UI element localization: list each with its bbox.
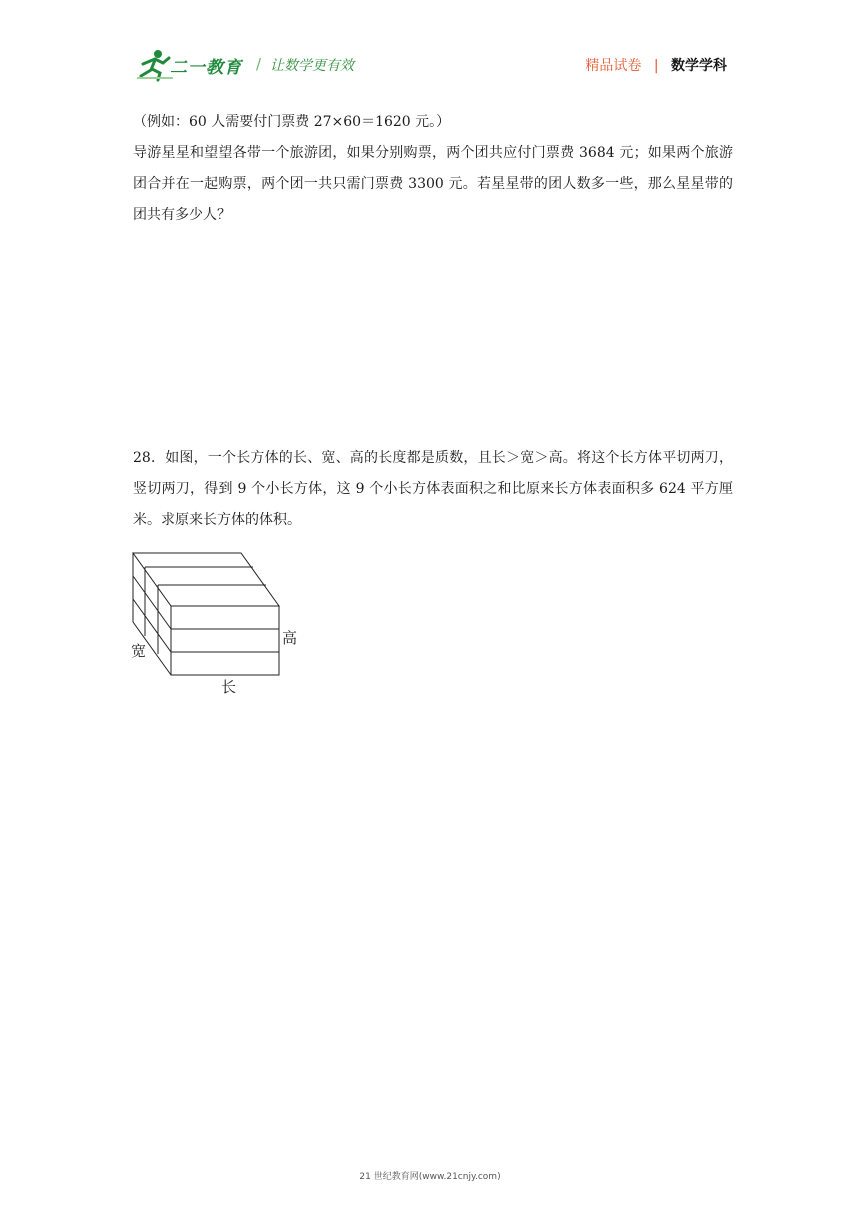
header-right: [585, 55, 727, 75]
page-header: [0, 0, 860, 100]
header-divider: /: [256, 55, 262, 73]
header-separator: |: [653, 58, 659, 74]
brand-slogan: 让数学更有效: [270, 58, 354, 74]
cuboid-figure: [127, 549, 307, 699]
example-note: （例如：60 人需要付门票费 27×60＝1620 元。）: [133, 114, 451, 130]
question-27-text: 导游星星和望望各带一个旅游团，如果分别购票，两个团共应付门票费 3684 元；如果两个旅游团合并在一起购票，两个团一共只需门票费 3300 元。若星星带的团人数多一些，那么星星带的团共有多少人？: [133, 145, 733, 223]
subject-label: 数学学科: [671, 58, 727, 74]
question-28-text: 28．如图，一个长方体的长、宽、高的长度都是质数，且长＞宽＞高。将这个长方体平切两刀，竖切两刀，得到 9 个小长方体，这 9 个小长方体表面积之和比原来长方体表面积多 624 平方厘米。求原来长方体的体积。: [133, 450, 733, 528]
width-label: 宽: [131, 642, 147, 660]
page-footer: 21 世纪教育网(www.21cnjy.com): [359, 1172, 501, 1182]
length-label: 长: [221, 678, 237, 696]
brand-name: 二一教育: [170, 58, 242, 78]
paper-label: 精品试卷: [585, 58, 642, 74]
height-label: 高: [282, 629, 298, 647]
